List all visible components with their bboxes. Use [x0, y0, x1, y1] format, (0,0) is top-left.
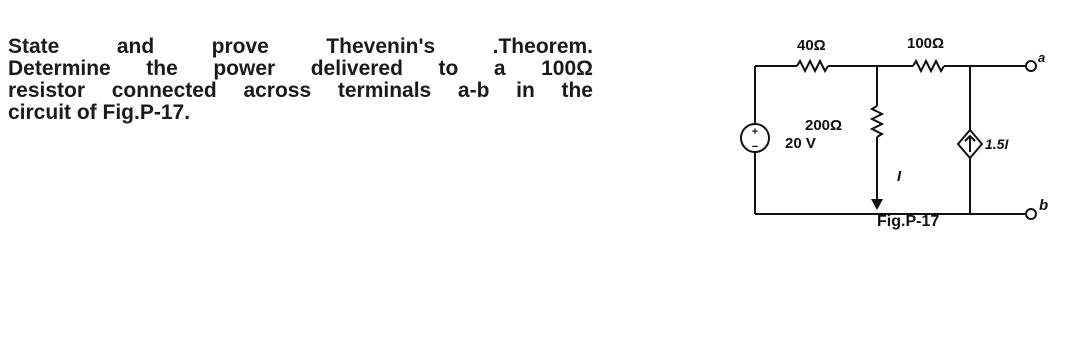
current-arrow-icon [871, 199, 883, 210]
r3-label: 200Ω [805, 117, 843, 134]
question-line-1: State and prove Thevenin's .Theorem. [8, 35, 593, 58]
dep-source-arrow [965, 136, 975, 152]
question-line-2: Determine the power delivered to a 100Ω [8, 57, 593, 80]
minus-sign: − [751, 141, 759, 153]
terminal-a-label: a [1038, 50, 1046, 65]
resistor-100-zigzag [913, 61, 944, 71]
circuit-svg [725, 26, 1065, 241]
question-line-4: circuit of Fig.P-17. [8, 101, 191, 124]
terminal-b-label: b [1039, 197, 1049, 214]
resistor-200-zigzag [872, 106, 882, 137]
current-label: I [897, 168, 902, 185]
terminal-b-node [1026, 209, 1036, 219]
dep-source-label: 1.5I [985, 136, 1009, 152]
figure-caption: Fig.P-17 [877, 213, 940, 230]
terminal-a-node [1026, 61, 1036, 71]
question-text [8, 36, 593, 124]
plus-sign: + [751, 126, 759, 138]
r2-label: 100Ω [907, 35, 945, 52]
r1-label: 40Ω [797, 37, 826, 54]
question-line-3: resistor connected across terminals a-b in the [8, 79, 593, 102]
resistor-40-zigzag [797, 61, 828, 71]
circuit-diagram [725, 26, 1065, 241]
source-label: 20 V [785, 135, 816, 152]
